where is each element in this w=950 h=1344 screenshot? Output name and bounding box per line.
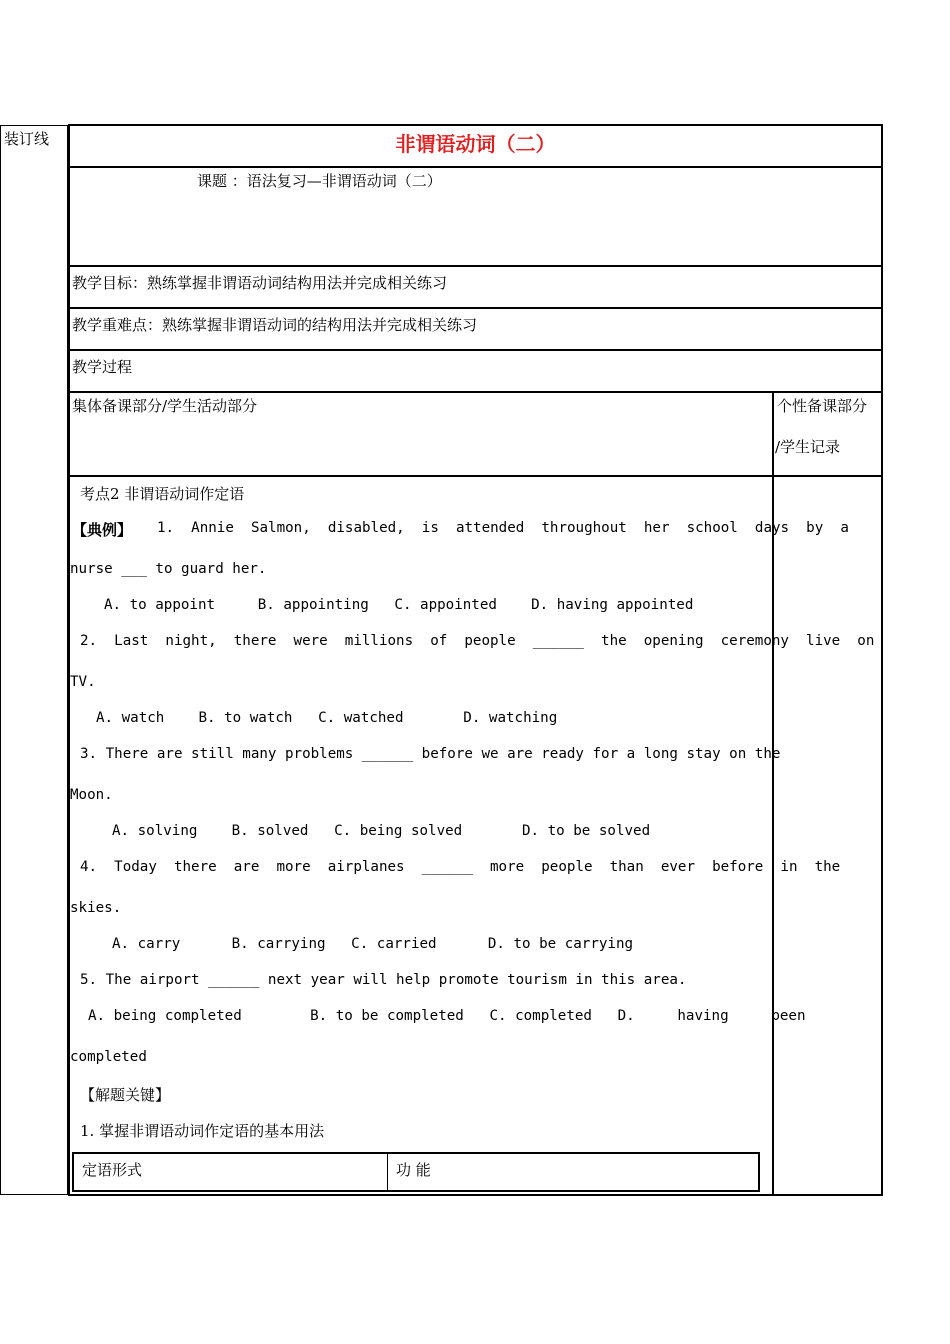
question-2-line-2: TV. (70, 674, 96, 690)
row-divider (68, 265, 883, 267)
question-1-line-1: 1. Annie Salmon, disabled, is attended throughout her school days by a (157, 520, 849, 536)
personal-section-header-2: /学生记录 (775, 438, 841, 456)
question-2-line-1: 2. Last night, there were millions of people ______ the opening ceremony live on (80, 633, 875, 649)
key-item-1: 1. 掌握非谓语动词作定语的基本用法 (80, 1122, 325, 1140)
question-4-line-2: skies. (70, 900, 122, 916)
question-2-options: A. watch B. to watch C. watched D. watching (96, 710, 558, 726)
teaching-process: 教学过程 (72, 358, 133, 376)
lesson-topic: 课题 ：语法复习—非谓语动词（二） (197, 172, 442, 190)
question-1-options: A. to appoint B. appointing C. appointed D. having appointed (104, 597, 694, 613)
question-4-options: A. carry B. carrying C. carried D. to be carrying (112, 936, 634, 952)
teaching-objective: 教学目标：熟练掌握非谓语动词结构用法并完成相关练习 (72, 274, 448, 292)
question-3-line-2: Moon. (70, 787, 113, 803)
row-divider (68, 349, 883, 351)
personal-section-header: 个性备课部分 (777, 397, 868, 415)
collective-section-header: 集体备课部分/学生活动部分 (72, 397, 258, 415)
question-3-options: A. solving B. solved C. being solved D. to be solved (112, 823, 651, 839)
binding-margin (0, 125, 68, 1195)
question-5-line-2: completed (70, 1049, 147, 1065)
example-label: 【典例】 (72, 521, 133, 539)
row-divider (68, 391, 883, 393)
table-header-function: 功 能 (396, 1161, 431, 1179)
table-header-form: 定语形式 (82, 1161, 143, 1179)
row-divider (68, 166, 883, 168)
question-5-options: A. being completed B. to be completed C. completed D. having been (88, 1008, 806, 1024)
question-1-line-2: nurse ___ to guard her. (70, 561, 267, 577)
question-5-line-1: 5. The airport ______ next year will help promote tourism in this area. (80, 972, 687, 988)
table-column-divider (387, 1154, 388, 1190)
page-title: 非谓语动词（二） (395, 132, 556, 156)
binding-label: 装订线 (4, 130, 50, 148)
row-divider (68, 307, 883, 309)
attribute-form-table (72, 1152, 760, 1192)
question-3-line-1: 3. There are still many problems ______ before we are ready for a long stay on the (80, 746, 781, 762)
key-difficult-points: 教学重难点：熟练掌握非谓语动词的结构用法并完成相关练习 (72, 316, 478, 334)
key-label: 【解题关键】 (80, 1086, 171, 1104)
column-divider (772, 391, 774, 1196)
question-4-line-1: 4. Today there are more airplanes ______ more people than ever before in the (80, 859, 841, 875)
row-divider (68, 475, 883, 477)
section-title: 考点2 非谓语动词作定语 (80, 485, 245, 503)
